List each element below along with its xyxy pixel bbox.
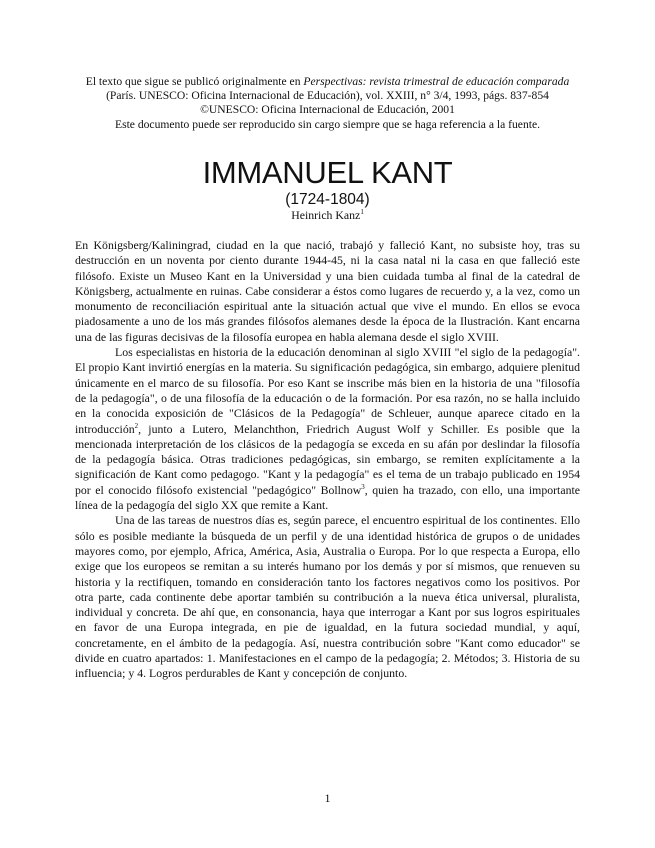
publication-note <box>40 75 615 132</box>
publication-details: (París. UNESCO: Oficina Internacional de Educación), vol. XXIII, n° 3/4, 1993, págs. 837-854 <box>106 89 549 103</box>
document-title: IMMANUEL KANT <box>202 155 453 190</box>
publication-note-prefix: El texto que sigue se publicó originalmente en <box>85 75 304 88</box>
publication-note-line-1 <box>40 75 615 89</box>
page-number: 1 <box>324 791 331 805</box>
paragraph-2-part-1: Los especialistas en historia de la educación denominan al siglo XVIII "el siglo de la pedagogía". El propio Kant invirtió energías en la materia. Su significación pedagógica, sin embargo, adquiere plenitud únicamente en el marco de su filosofía. Por eso Kant se inscribe más bien en la historia de una "filosofía de la pedagogía", o de una filosofía de la educación o de la formación. Por esa razón, no se halla incluido en la conocida exposición de "Clásicos de la Pedagogía" de Schleuer, aunque aparece citado en la introducción <box>75 345 580 436</box>
journal-title: Perspectivas: revista trimestral de educación comparada <box>303 75 570 88</box>
footnote-mark: 1 <box>360 208 364 217</box>
article-body <box>75 238 580 682</box>
paragraph-2-part-2: , junto a Lutero, Melanchthon, Friedrich August Wolf y Schiller. Es posible que la mencionada interpretación de los clásicos de la pedagogía se exceda en su afán por deslindar la filosofía de la pedagogía básica. Otras tradiciones pedagógicas, sin embargo, se remiten explícitamente a la significación de Kant como pedagogo. "Kant y la pedagogía" es el tema de un trabajo publicado en 1954 por el conocido filósofo existencial "pedagógico" Bollnow <box>75 421 580 497</box>
life-dates: (1724-1804) <box>285 191 370 208</box>
author-line <box>0 208 655 222</box>
paragraph-3: Una de las tareas de nuestros días es, según parece, el encuentro espiritual de los continentes. Ello sólo es posible mediante la búsqueda de un perfil y de una identidad histórica de grupos o de unidades mayores como, por ejemplo, Africa, América, Asia, Australia o Europa. Por lo que respecta a Europa, ello exige que los europeos se remitan a su interés humano por los demás y por sí mismos, que renueven su historia y la rectifiquen, tomando en consideración tanto los factores negativos como los positivos. Por otra parte, cada continente debe aportar también su contribución a la nueva ética universal, pluralista, individual y concreta. De ahí que, en consonancia, haya que interrogar a Kant por sus logros espirituales en favor de una Europa integrada, en pie de igualdad, en la futura sociedad mundial, y aquí, concretamente, en el ámbito de la pedagogía. Así, nuestra contribución sobre "Kant como educador" se divide en cuatro apartados: 1. Manifestaciones en el campo de la pedagogía; 2. Métodos; 3. Historia de su influencia; y 4. Logros perdurables de Kant y concepción de conjunto. <box>75 513 580 681</box>
author-name: Heinrich Kanz <box>291 208 361 222</box>
footnote-mark: 2 <box>134 421 139 430</box>
paragraph-1: En Königsberg/Kaliningrad, ciudad en la que nació, trabajó y falleció Kant, no subsiste hoy, tras su destrucción en un noventa por ciento durante 1944-45, ni la casa natal ni la casa en que falleció este filósofo. Existe un Museo Kant en la Universidad y una bien cuidada tumba al final de la catedral de Königsberg, actualmente en ruinas. Cabe considerar a éstos como lugares de recuerdo y, a la vez, como un monumento de reconciliación espiritual ante la situación actual que vive el mundo. En ellos se evoca piadosamente a uno de los más grandes filósofos alemanes desde la época de la Ilustración. Kant encarna una de las figuras decisivas de la filosofía europea en habla alemana desde el siglo XVIII. <box>75 238 580 344</box>
paragraph-2-part-3: , quien ha trazado, con ello, una importante línea de la pedagogía del siglo XX que remite a Kant. <box>75 482 580 513</box>
paragraph-2 <box>75 345 580 513</box>
copyright-line: ©UNESCO: Oficina Internacional de Educación, 2001 <box>200 103 455 117</box>
reproduction-notice: Este documento puede ser reproducido sin cargo siempre que se haga referencia a la fuente. <box>114 117 541 131</box>
footnote-mark: 3 <box>361 482 365 491</box>
